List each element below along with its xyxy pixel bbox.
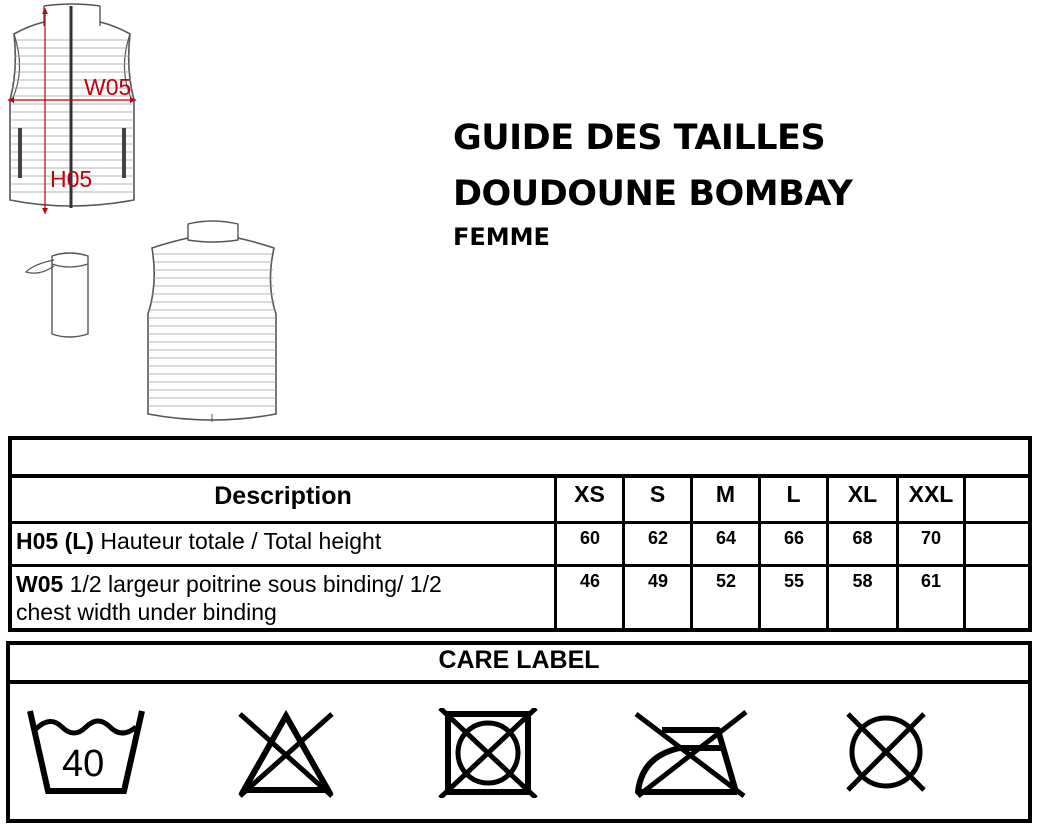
measure-label: 1/2 largeur poitrine sous binding/ 1/2 (63, 571, 442, 597)
no-tumble-dry-icon (438, 708, 538, 798)
measure-code: W05 (16, 571, 64, 597)
gender-subtitle: FEMME (453, 223, 550, 251)
table-row-description (16, 527, 381, 555)
measure-code: H05 (L) (16, 528, 94, 554)
height-measure-label: H05 (50, 166, 93, 192)
size-header-m: M (715, 481, 736, 507)
size-header-xxl: XXL (908, 481, 954, 507)
wash-40-icon (26, 707, 146, 797)
table-cell: 60 (579, 528, 601, 548)
no-dry-clean-icon (842, 708, 930, 796)
table-cell: 70 (920, 528, 942, 548)
table-cell: 61 (920, 571, 942, 591)
table-cell: 58 (852, 571, 873, 591)
vest-back-sketch (140, 218, 285, 428)
width-measure-label: W05 (84, 74, 132, 100)
no-iron-icon (632, 708, 750, 798)
table-cell: 49 (647, 571, 669, 591)
measure-label: Hauteur totale / Total height (93, 528, 382, 554)
page-title: GUIDE DES TAILLES (453, 118, 826, 158)
wash-temperature: 40 (62, 743, 105, 785)
care-label-title: CARE LABEL (438, 646, 600, 674)
table-row-description (16, 570, 442, 598)
table-cell: 68 (852, 528, 873, 548)
size-header-l: L (786, 481, 801, 507)
table-cell: 64 (715, 528, 737, 548)
table-cell: 46 (579, 571, 601, 591)
pouch-sketch (24, 250, 114, 340)
no-bleach-icon (236, 708, 336, 798)
size-header-xs: XS (574, 481, 605, 507)
table-cell: 55 (783, 571, 805, 591)
description-header: Description (214, 482, 352, 510)
product-name: DOUDOUNE BOMBAY (453, 174, 853, 214)
vest-front-sketch (0, 0, 150, 225)
title-block (453, 110, 852, 252)
measure-label-continued: chest width under binding (16, 599, 277, 625)
size-header-s: S (649, 481, 666, 507)
table-cell: 52 (715, 571, 737, 591)
table-cell: 66 (783, 528, 805, 548)
table-cell: 62 (647, 528, 669, 548)
size-header-xl: XL (847, 481, 878, 507)
